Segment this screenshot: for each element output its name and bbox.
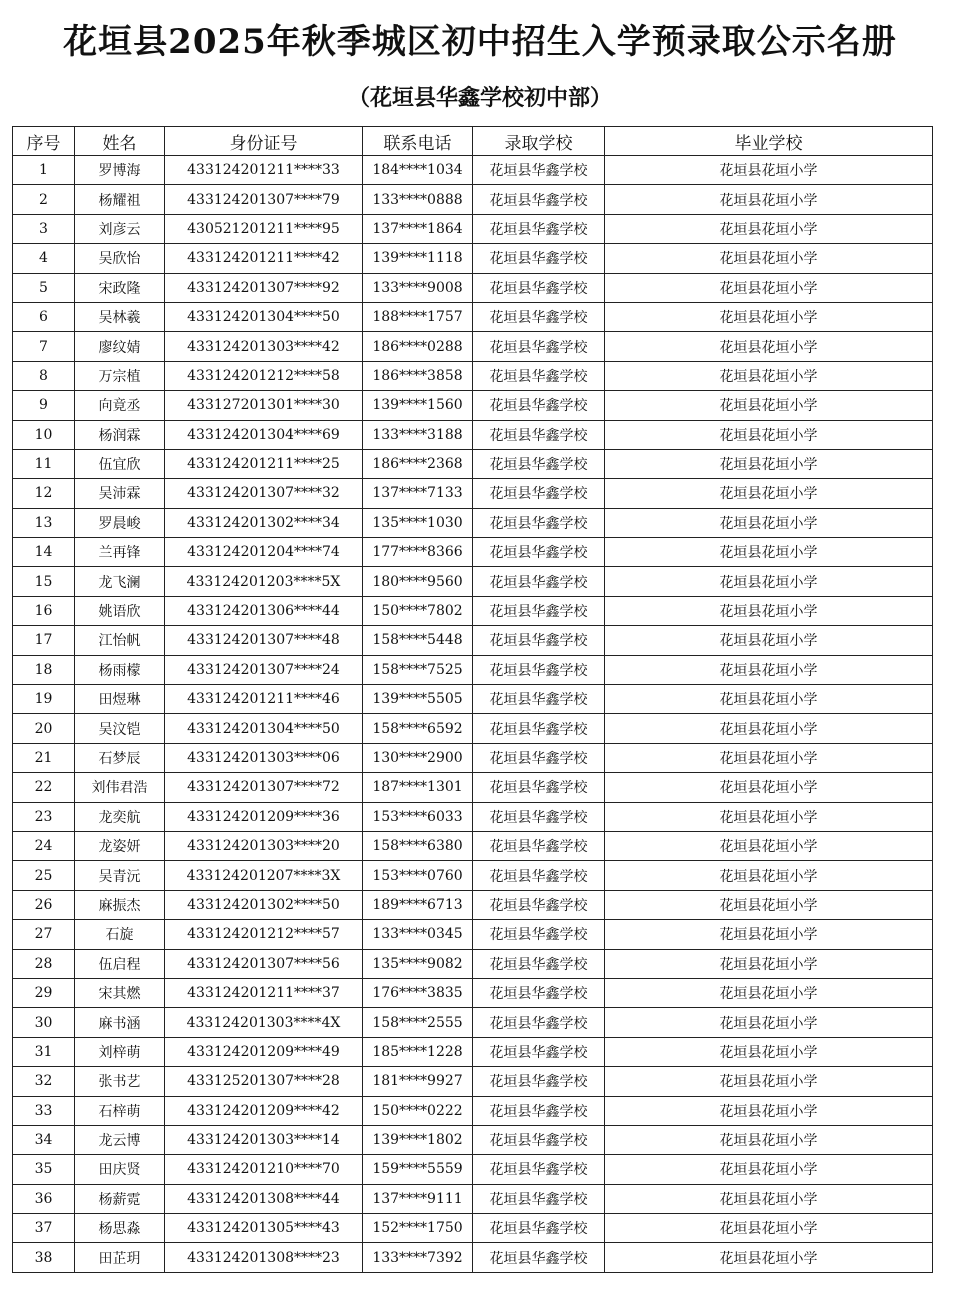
- cell-id-number: 433124201307****92: [165, 273, 363, 302]
- cell-admitted-school: 花垣县华鑫学校: [473, 479, 605, 508]
- cell-id-number: 433127201301****30: [165, 391, 363, 420]
- cell-index: 6: [13, 302, 75, 331]
- cell-id-number: 433124201203****5X: [165, 567, 363, 596]
- cell-index: 32: [13, 1067, 75, 1096]
- cell-index: 1: [13, 156, 75, 185]
- cell-admitted-school: 花垣县华鑫学校: [473, 1067, 605, 1096]
- cell-id-number: 433124201204****74: [165, 538, 363, 567]
- cell-admitted-school: 花垣县华鑫学校: [473, 538, 605, 567]
- cell-admitted-school: 花垣县华鑫学校: [473, 567, 605, 596]
- cell-name: 石旋: [75, 920, 165, 949]
- cell-admitted-school: 花垣县华鑫学校: [473, 1008, 605, 1037]
- cell-graduated-school: 花垣县花垣小学: [605, 302, 933, 331]
- table-body: [13, 156, 933, 1273]
- table-row: [13, 802, 933, 831]
- cell-index: 9: [13, 391, 75, 420]
- cell-admitted-school: 花垣县华鑫学校: [473, 214, 605, 243]
- cell-phone: 135****9082: [363, 949, 473, 978]
- cell-graduated-school: 花垣县花垣小学: [605, 655, 933, 684]
- cell-graduated-school: 花垣县花垣小学: [605, 244, 933, 273]
- cell-admitted-school: 花垣县华鑫学校: [473, 1214, 605, 1243]
- cell-graduated-school: 花垣县花垣小学: [605, 185, 933, 214]
- table-row: [13, 1155, 933, 1184]
- cell-id-number: 433124201209****36: [165, 802, 363, 831]
- cell-phone: 139****1802: [363, 1125, 473, 1154]
- cell-graduated-school: 花垣县花垣小学: [605, 391, 933, 420]
- table-header: [13, 127, 933, 156]
- cell-id-number: 433124201209****49: [165, 1037, 363, 1066]
- cell-phone: 158****7525: [363, 655, 473, 684]
- cell-name: 罗博海: [75, 156, 165, 185]
- admission-roster-table: [12, 126, 933, 1273]
- cell-index: 30: [13, 1008, 75, 1037]
- table-row: [13, 626, 933, 655]
- table-row: [13, 1243, 933, 1272]
- cell-id-number: 433124201303****14: [165, 1125, 363, 1154]
- header-id-number: 身份证号: [165, 127, 363, 156]
- cell-graduated-school: 花垣县花垣小学: [605, 1008, 933, 1037]
- cell-phone: 133****0888: [363, 185, 473, 214]
- cell-id-number: 433124201304****50: [165, 302, 363, 331]
- cell-admitted-school: 花垣县华鑫学校: [473, 685, 605, 714]
- cell-admitted-school: 花垣县华鑫学校: [473, 773, 605, 802]
- cell-index: 11: [13, 449, 75, 478]
- table-row: [13, 978, 933, 1007]
- cell-graduated-school: 花垣县花垣小学: [605, 626, 933, 655]
- cell-admitted-school: 花垣县华鑫学校: [473, 361, 605, 390]
- cell-id-number: 433124201307****72: [165, 773, 363, 802]
- cell-id-number: 433124201211****42: [165, 244, 363, 273]
- cell-id-number: 430521201211****95: [165, 214, 363, 243]
- cell-graduated-school: 花垣县花垣小学: [605, 1243, 933, 1272]
- cell-admitted-school: 花垣县华鑫学校: [473, 1037, 605, 1066]
- cell-graduated-school: 花垣县花垣小学: [605, 596, 933, 625]
- cell-index: 27: [13, 920, 75, 949]
- cell-admitted-school: 花垣县华鑫学校: [473, 508, 605, 537]
- cell-admitted-school: 花垣县华鑫学校: [473, 978, 605, 1007]
- cell-admitted-school: 花垣县华鑫学校: [473, 596, 605, 625]
- cell-phone: 158****5448: [363, 626, 473, 655]
- cell-name: 宋政隆: [75, 273, 165, 302]
- cell-graduated-school: 花垣县花垣小学: [605, 802, 933, 831]
- cell-name: 龙奕航: [75, 802, 165, 831]
- table-row: [13, 273, 933, 302]
- cell-graduated-school: 花垣县花垣小学: [605, 978, 933, 1007]
- cell-admitted-school: 花垣县华鑫学校: [473, 1155, 605, 1184]
- cell-name: 杨耀祖: [75, 185, 165, 214]
- cell-index: 4: [13, 244, 75, 273]
- cell-phone: 187****1301: [363, 773, 473, 802]
- cell-id-number: 433124201308****44: [165, 1184, 363, 1213]
- cell-name: 龙云博: [75, 1125, 165, 1154]
- cell-graduated-school: 花垣县花垣小学: [605, 420, 933, 449]
- cell-admitted-school: 花垣县华鑫学校: [473, 391, 605, 420]
- cell-name: 麻振杰: [75, 890, 165, 919]
- cell-graduated-school: 花垣县花垣小学: [605, 508, 933, 537]
- table-row: [13, 1037, 933, 1066]
- cell-name: 田煜琳: [75, 685, 165, 714]
- cell-name: 向竟丞: [75, 391, 165, 420]
- cell-index: 2: [13, 185, 75, 214]
- cell-graduated-school: 花垣县花垣小学: [605, 567, 933, 596]
- cell-phone: 135****1030: [363, 508, 473, 537]
- table-row: [13, 361, 933, 390]
- table-row: [13, 1096, 933, 1125]
- cell-phone: 159****5559: [363, 1155, 473, 1184]
- cell-name: 龙飞澜: [75, 567, 165, 596]
- cell-index: 29: [13, 978, 75, 1007]
- cell-admitted-school: 花垣县华鑫学校: [473, 802, 605, 831]
- cell-id-number: 433124201307****56: [165, 949, 363, 978]
- table-row: [13, 1067, 933, 1096]
- cell-id-number: 433124201211****33: [165, 156, 363, 185]
- cell-name: 石梦辰: [75, 743, 165, 772]
- cell-name: 石梓萌: [75, 1096, 165, 1125]
- cell-name: 龙姿妍: [75, 831, 165, 860]
- cell-graduated-school: 花垣县花垣小学: [605, 1125, 933, 1154]
- cell-phone: 176****3835: [363, 978, 473, 1007]
- cell-phone: 186****0288: [363, 332, 473, 361]
- table-row: [13, 538, 933, 567]
- cell-id-number: 433124201211****46: [165, 685, 363, 714]
- cell-phone: 158****6380: [363, 831, 473, 860]
- header-graduated-school: 毕业学校: [605, 127, 933, 156]
- cell-admitted-school: 花垣县华鑫学校: [473, 1096, 605, 1125]
- cell-index: 21: [13, 743, 75, 772]
- cell-index: 3: [13, 214, 75, 243]
- table-row: [13, 420, 933, 449]
- cell-id-number: 433124201303****42: [165, 332, 363, 361]
- cell-phone: 158****6592: [363, 714, 473, 743]
- cell-phone: 153****0760: [363, 861, 473, 890]
- cell-index: 16: [13, 596, 75, 625]
- table-row: [13, 861, 933, 890]
- cell-graduated-school: 花垣县花垣小学: [605, 156, 933, 185]
- cell-index: 8: [13, 361, 75, 390]
- cell-admitted-school: 花垣县华鑫学校: [473, 156, 605, 185]
- table-row: [13, 244, 933, 273]
- cell-index: 24: [13, 831, 75, 860]
- cell-graduated-school: 花垣县花垣小学: [605, 949, 933, 978]
- cell-name: 万宗植: [75, 361, 165, 390]
- header-name: 姓名: [75, 127, 165, 156]
- cell-phone: 150****7802: [363, 596, 473, 625]
- cell-name: 麻书涵: [75, 1008, 165, 1037]
- cell-graduated-school: 花垣县花垣小学: [605, 449, 933, 478]
- cell-name: 张书艺: [75, 1067, 165, 1096]
- cell-name: 刘梓萌: [75, 1037, 165, 1066]
- cell-admitted-school: 花垣县华鑫学校: [473, 1125, 605, 1154]
- cell-id-number: 433124201307****32: [165, 479, 363, 508]
- cell-name: 刘伟君浩: [75, 773, 165, 802]
- cell-graduated-school: 花垣县花垣小学: [605, 714, 933, 743]
- cell-id-number: 433124201209****42: [165, 1096, 363, 1125]
- cell-phone: 152****1750: [363, 1214, 473, 1243]
- cell-name: 吴欣怡: [75, 244, 165, 273]
- cell-index: 14: [13, 538, 75, 567]
- cell-phone: 133****7392: [363, 1243, 473, 1272]
- cell-index: 23: [13, 802, 75, 831]
- cell-name: 杨薪霓: [75, 1184, 165, 1213]
- table-row: [13, 773, 933, 802]
- cell-index: 31: [13, 1037, 75, 1066]
- cell-name: 吴汶铠: [75, 714, 165, 743]
- cell-phone: 177****8366: [363, 538, 473, 567]
- cell-index: 22: [13, 773, 75, 802]
- cell-phone: 185****1228: [363, 1037, 473, 1066]
- cell-id-number: 433124201303****20: [165, 831, 363, 860]
- cell-name: 田芷玥: [75, 1243, 165, 1272]
- cell-name: 田庆贤: [75, 1155, 165, 1184]
- cell-index: 19: [13, 685, 75, 714]
- table-row: [13, 479, 933, 508]
- cell-graduated-school: 花垣县花垣小学: [605, 831, 933, 860]
- cell-graduated-school: 花垣县花垣小学: [605, 479, 933, 508]
- table-row: [13, 949, 933, 978]
- cell-index: 18: [13, 655, 75, 684]
- cell-id-number: 433124201207****3X: [165, 861, 363, 890]
- cell-admitted-school: 花垣县华鑫学校: [473, 949, 605, 978]
- cell-phone: 180****9560: [363, 567, 473, 596]
- cell-phone: 133****3188: [363, 420, 473, 449]
- cell-name: 吴林羲: [75, 302, 165, 331]
- cell-name: 杨雨檬: [75, 655, 165, 684]
- cell-phone: 188****1757: [363, 302, 473, 331]
- table-row: [13, 1125, 933, 1154]
- cell-admitted-school: 花垣县华鑫学校: [473, 449, 605, 478]
- cell-id-number: 433124201212****57: [165, 920, 363, 949]
- table-row: [13, 831, 933, 860]
- cell-phone: 158****2555: [363, 1008, 473, 1037]
- cell-admitted-school: 花垣县华鑫学校: [473, 332, 605, 361]
- cell-id-number: 433124201308****23: [165, 1243, 363, 1272]
- table-row: [13, 1184, 933, 1213]
- table-row: [13, 920, 933, 949]
- cell-index: 36: [13, 1184, 75, 1213]
- cell-admitted-school: 花垣县华鑫学校: [473, 273, 605, 302]
- cell-admitted-school: 花垣县华鑫学校: [473, 1184, 605, 1213]
- cell-index: 20: [13, 714, 75, 743]
- cell-index: 37: [13, 1214, 75, 1243]
- cell-admitted-school: 花垣县华鑫学校: [473, 420, 605, 449]
- cell-index: 12: [13, 479, 75, 508]
- cell-index: 10: [13, 420, 75, 449]
- cell-name: 廖纹婧: [75, 332, 165, 361]
- cell-id-number: 433124201302****34: [165, 508, 363, 537]
- cell-graduated-school: 花垣县花垣小学: [605, 1096, 933, 1125]
- cell-graduated-school: 花垣县花垣小学: [605, 685, 933, 714]
- table-row: [13, 655, 933, 684]
- cell-id-number: 433124201303****4X: [165, 1008, 363, 1037]
- cell-name: 刘彦云: [75, 214, 165, 243]
- cell-admitted-school: 花垣县华鑫学校: [473, 626, 605, 655]
- cell-graduated-school: 花垣县花垣小学: [605, 861, 933, 890]
- cell-graduated-school: 花垣县花垣小学: [605, 920, 933, 949]
- cell-name: 江怡帆: [75, 626, 165, 655]
- table-row: [13, 185, 933, 214]
- cell-index: 38: [13, 1243, 75, 1272]
- cell-phone: 139****1560: [363, 391, 473, 420]
- cell-phone: 150****0222: [363, 1096, 473, 1125]
- cell-name: 吴青沅: [75, 861, 165, 890]
- cell-graduated-school: 花垣县花垣小学: [605, 890, 933, 919]
- cell-admitted-school: 花垣县华鑫学校: [473, 920, 605, 949]
- header-admitted-school: 录取学校: [473, 127, 605, 156]
- cell-admitted-school: 花垣县华鑫学校: [473, 185, 605, 214]
- cell-id-number: 433124201302****50: [165, 890, 363, 919]
- table-row: [13, 1008, 933, 1037]
- cell-graduated-school: 花垣县花垣小学: [605, 332, 933, 361]
- cell-phone: 137****7133: [363, 479, 473, 508]
- cell-phone: 139****1118: [363, 244, 473, 273]
- cell-name: 杨润霖: [75, 420, 165, 449]
- cell-phone: 137****1864: [363, 214, 473, 243]
- cell-admitted-school: 花垣县华鑫学校: [473, 244, 605, 273]
- cell-name: 罗晨峻: [75, 508, 165, 537]
- cell-graduated-school: 花垣县花垣小学: [605, 361, 933, 390]
- cell-index: 26: [13, 890, 75, 919]
- cell-id-number: 433124201307****79: [165, 185, 363, 214]
- cell-id-number: 433124201304****69: [165, 420, 363, 449]
- cell-phone: 186****2368: [363, 449, 473, 478]
- cell-index: 15: [13, 567, 75, 596]
- cell-name: 姚语欣: [75, 596, 165, 625]
- table-row: [13, 890, 933, 919]
- cell-phone: 133****9008: [363, 273, 473, 302]
- cell-graduated-school: 花垣县花垣小学: [605, 1214, 933, 1243]
- cell-phone: 133****0345: [363, 920, 473, 949]
- cell-graduated-school: 花垣县花垣小学: [605, 1184, 933, 1213]
- cell-phone: 130****2900: [363, 743, 473, 772]
- cell-name: 兰再锋: [75, 538, 165, 567]
- cell-name: 宋其燃: [75, 978, 165, 1007]
- cell-id-number: 433125201307****28: [165, 1067, 363, 1096]
- cell-phone: 181****9927: [363, 1067, 473, 1096]
- cell-name: 伍启程: [75, 949, 165, 978]
- table-row: [13, 391, 933, 420]
- cell-index: 28: [13, 949, 75, 978]
- cell-admitted-school: 花垣县华鑫学校: [473, 861, 605, 890]
- cell-phone: 139****5505: [363, 685, 473, 714]
- table-row: [13, 156, 933, 185]
- cell-admitted-school: 花垣县华鑫学校: [473, 655, 605, 684]
- cell-graduated-school: 花垣县花垣小学: [605, 1067, 933, 1096]
- cell-index: 5: [13, 273, 75, 302]
- header-phone: 联系电话: [363, 127, 473, 156]
- cell-index: 33: [13, 1096, 75, 1125]
- table-row: [13, 302, 933, 331]
- table-row: [13, 685, 933, 714]
- table-row: [13, 714, 933, 743]
- page-title: 花垣县2025年秋季城区初中招生入学预录取公示名册: [63, 22, 897, 62]
- table-row: [13, 508, 933, 537]
- cell-index: 35: [13, 1155, 75, 1184]
- table-row: [13, 332, 933, 361]
- cell-phone: 189****6713: [363, 890, 473, 919]
- cell-phone: 137****9111: [363, 1184, 473, 1213]
- header-index: 序号: [13, 127, 75, 156]
- header-row: [13, 127, 933, 156]
- cell-admitted-school: 花垣县华鑫学校: [473, 714, 605, 743]
- cell-name: 伍宜欣: [75, 449, 165, 478]
- cell-graduated-school: 花垣县花垣小学: [605, 773, 933, 802]
- cell-index: 13: [13, 508, 75, 537]
- cell-id-number: 433124201307****48: [165, 626, 363, 655]
- cell-id-number: 433124201211****25: [165, 449, 363, 478]
- cell-admitted-school: 花垣县华鑫学校: [473, 831, 605, 860]
- cell-graduated-school: 花垣县花垣小学: [605, 1037, 933, 1066]
- cell-graduated-school: 花垣县花垣小学: [605, 273, 933, 302]
- table-row: [13, 567, 933, 596]
- table-row: [13, 214, 933, 243]
- cell-index: 25: [13, 861, 75, 890]
- table-row: [13, 1214, 933, 1243]
- cell-id-number: 433124201212****58: [165, 361, 363, 390]
- table-row: [13, 449, 933, 478]
- cell-name: 吴沛霖: [75, 479, 165, 508]
- table-row: [13, 743, 933, 772]
- cell-phone: 186****3858: [363, 361, 473, 390]
- cell-graduated-school: 花垣县花垣小学: [605, 214, 933, 243]
- cell-index: 7: [13, 332, 75, 361]
- cell-id-number: 433124201304****50: [165, 714, 363, 743]
- cell-name: 杨思淼: [75, 1214, 165, 1243]
- cell-id-number: 433124201210****70: [165, 1155, 363, 1184]
- cell-admitted-school: 花垣县华鑫学校: [473, 1243, 605, 1272]
- cell-admitted-school: 花垣县华鑫学校: [473, 302, 605, 331]
- cell-graduated-school: 花垣县花垣小学: [605, 1155, 933, 1184]
- cell-id-number: 433124201307****24: [165, 655, 363, 684]
- cell-phone: 153****6033: [363, 802, 473, 831]
- table-row: [13, 596, 933, 625]
- cell-admitted-school: 花垣县华鑫学校: [473, 743, 605, 772]
- cell-id-number: 433124201306****44: [165, 596, 363, 625]
- cell-phone: 184****1034: [363, 156, 473, 185]
- cell-admitted-school: 花垣县华鑫学校: [473, 890, 605, 919]
- cell-index: 17: [13, 626, 75, 655]
- cell-id-number: 433124201303****06: [165, 743, 363, 772]
- cell-graduated-school: 花垣县花垣小学: [605, 743, 933, 772]
- cell-index: 34: [13, 1125, 75, 1154]
- cell-id-number: 433124201211****37: [165, 978, 363, 1007]
- page-subtitle: （花垣县华鑫学校初中部）: [347, 85, 612, 111]
- cell-id-number: 433124201305****43: [165, 1214, 363, 1243]
- cell-graduated-school: 花垣县花垣小学: [605, 538, 933, 567]
